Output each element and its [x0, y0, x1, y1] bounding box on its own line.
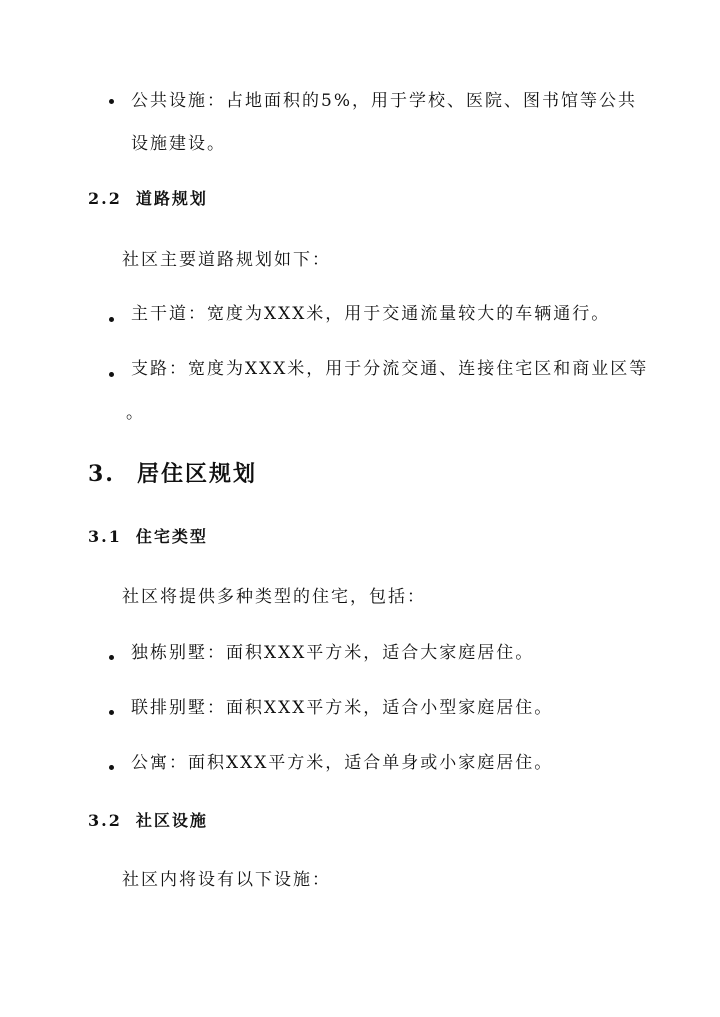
- list-item-detached-villa: 独栋别墅：面积XXX平方米，适合大家庭居住。: [131, 643, 535, 663]
- section-heading-3-1: [88, 526, 208, 548]
- section-title: 住宅类型: [135, 527, 208, 546]
- paragraph-housing-intro: 社区将提供多种类型的住宅，包括：: [122, 587, 426, 607]
- list-item-public-facilities: 公共设施：占地面积的5%，用于学校、医院、图书馆等公共: [131, 91, 637, 111]
- section-number: 2.2: [88, 189, 122, 208]
- section-title: 社区设施: [135, 811, 208, 830]
- paragraph-facilities-intro: 社区内将设有以下设施：: [122, 870, 331, 890]
- section-number: 3.1: [88, 527, 122, 546]
- chapter-title: 居住区规划: [136, 461, 257, 487]
- section-heading-3-2: [88, 810, 208, 832]
- bullet-marker: [109, 372, 114, 377]
- list-item-branch-road-continuation: 。: [126, 403, 145, 423]
- list-item-apartment: 公寓：面积XXX平方米，适合单身或小家庭居住。: [131, 753, 554, 773]
- list-item-branch-road: 支路：宽度为XXX米，用于分流交通、连接住宅区和商业区等: [131, 359, 649, 379]
- section-number: 3.2: [88, 811, 122, 830]
- bullet-marker: [109, 317, 114, 322]
- bullet-marker: [109, 765, 114, 770]
- section-heading-2-2: [88, 188, 208, 210]
- bullet-marker: [109, 99, 114, 104]
- bullet-marker: [109, 655, 114, 660]
- list-item-townhouse: 联排别墅：面积XXX平方米，适合小型家庭居住。: [131, 698, 554, 718]
- bullet-marker: [109, 710, 114, 715]
- list-item-main-road: 主干道：宽度为XXX米，用于交通流量较大的车辆通行。: [131, 304, 611, 324]
- section-title: 道路规划: [135, 189, 208, 208]
- list-item-public-facilities-continuation: 设施建设。: [131, 134, 226, 154]
- paragraph-road-intro: 社区主要道路规划如下：: [122, 250, 331, 270]
- chapter-heading-3: [88, 460, 257, 488]
- chapter-number: 3.: [88, 461, 115, 487]
